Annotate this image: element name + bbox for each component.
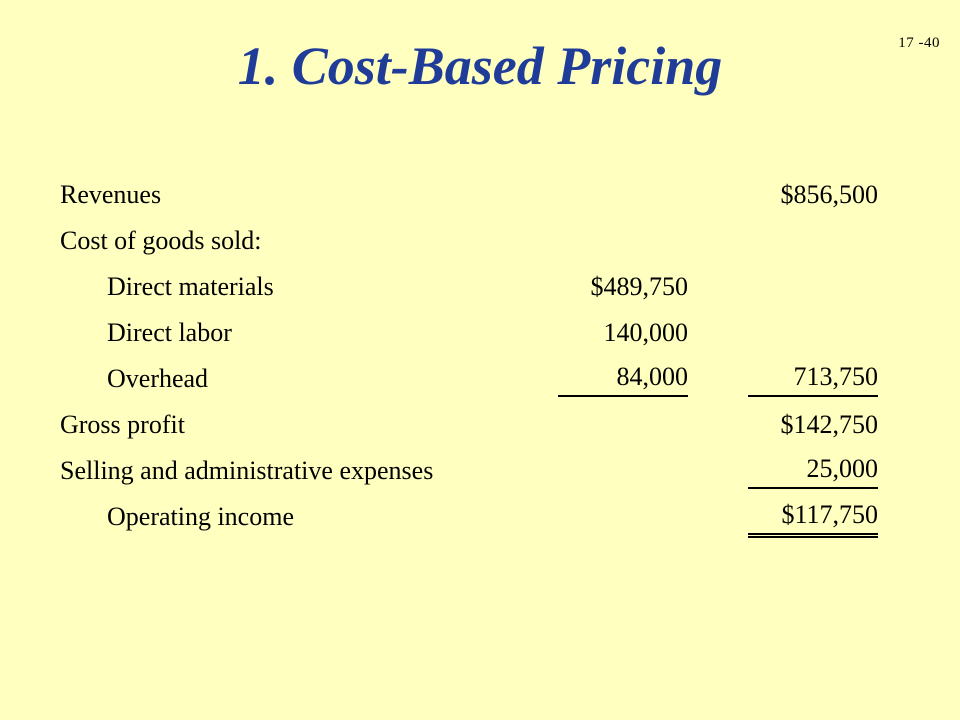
- row-total-amount: $856,500: [780, 180, 878, 209]
- income-statement: [60, 175, 880, 543]
- row-label: Revenues: [60, 180, 162, 209]
- row-detail-amount: 84,000: [558, 359, 688, 397]
- row-label: Selling and administrative expenses: [60, 456, 434, 485]
- slide-title: 1. Cost-Based Pricing: [237, 36, 723, 96]
- statement-row-revenues: [60, 175, 880, 221]
- slide-number: 17 -40: [898, 35, 940, 51]
- row-total-amount: $117,750: [748, 497, 878, 538]
- row-label: Cost of goods sold:: [60, 226, 262, 255]
- row-label: Operating income: [107, 502, 294, 531]
- row-label: Gross profit: [60, 410, 185, 439]
- row-total-amount: $142,750: [780, 410, 878, 439]
- row-label: Overhead: [107, 364, 209, 393]
- row-total-amount: 25,000: [748, 451, 878, 489]
- statement-row-selling-admin: [60, 451, 880, 497]
- statement-row-overhead: [60, 359, 880, 405]
- row-detail-amount: $489,750: [590, 272, 688, 301]
- statement-row-cogs-heading: [60, 221, 880, 267]
- row-label: Direct materials: [107, 272, 274, 301]
- row-label: Direct labor: [107, 318, 232, 347]
- statement-row-operating-income: [60, 497, 880, 543]
- statement-row-direct-labor: [60, 313, 880, 359]
- row-total-amount: 713,750: [748, 359, 878, 397]
- row-detail-amount: 140,000: [603, 318, 688, 347]
- statement-row-gross-profit: [60, 405, 880, 451]
- statement-row-direct-materials: [60, 267, 880, 313]
